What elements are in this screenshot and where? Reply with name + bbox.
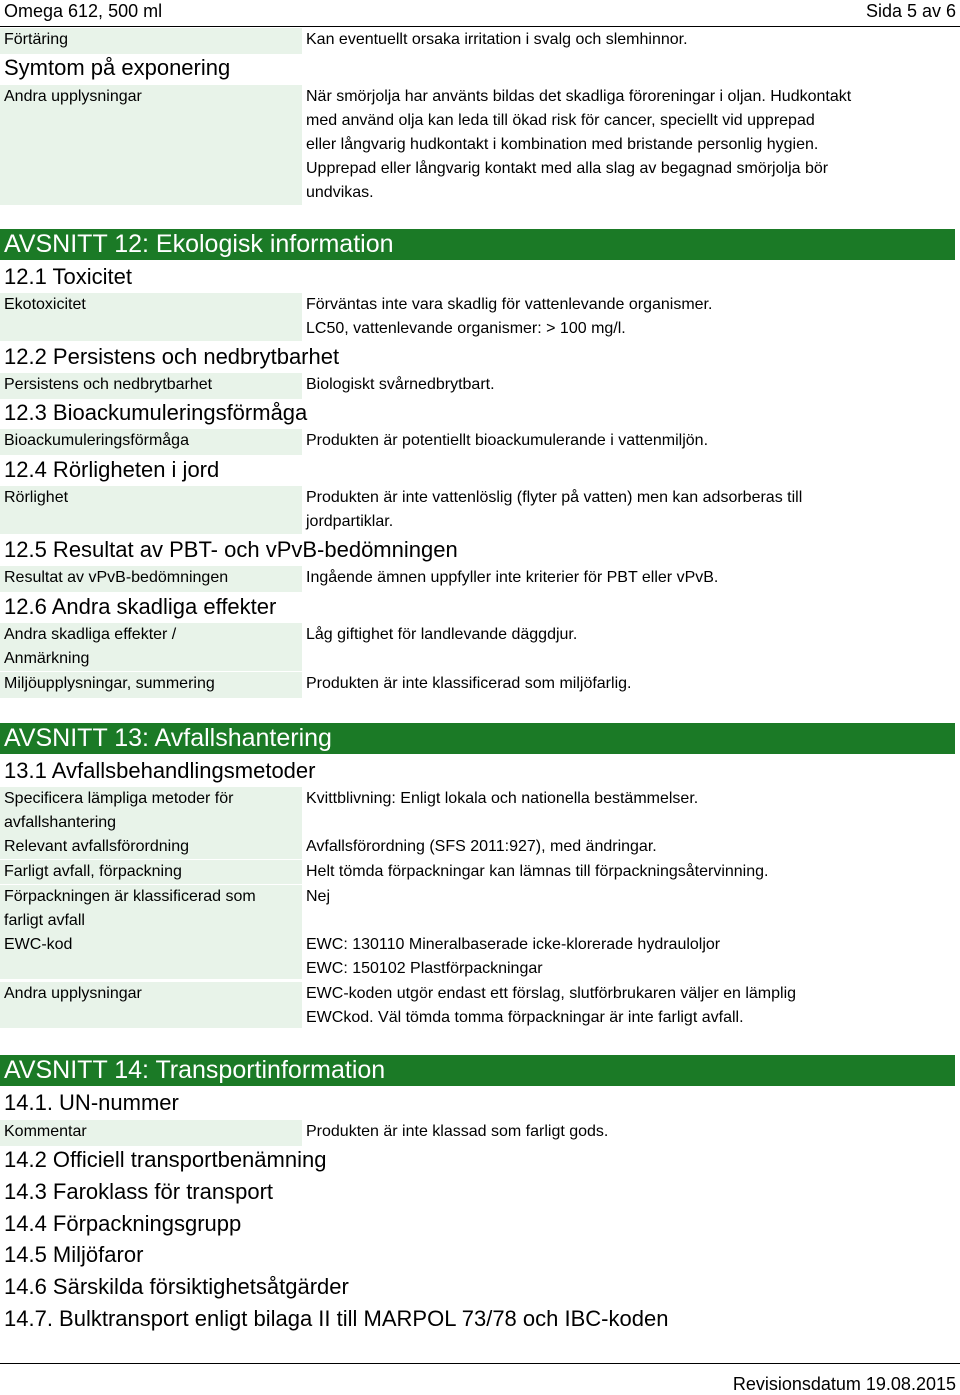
- transport-comment-value: Produkten är inte klassad som farligt gods.: [306, 1123, 609, 1140]
- text-line: EWCkod. Väl tömda tomma förpackningar är inte farligt avfall.: [306, 1009, 744, 1026]
- text-line: LC50, vattenlevande organismer: > 100 mg/l.: [306, 320, 626, 337]
- text-line: farligt avfall: [4, 912, 85, 929]
- persistence-value: Biologiskt svårnedbrytbart.: [306, 376, 495, 393]
- hazardous-packaging-value: Helt tömda förpackningar kan lämnas till förpackningsåtervinning.: [306, 863, 769, 880]
- ewc-label: EWC-kod: [0, 933, 302, 979]
- waste-regulation-value: Avfallsförordning (SFS 2011:927), med ändringar.: [306, 838, 657, 855]
- methods-label: [0, 787, 302, 835]
- waste-regulation-label: Relevant avfallsförordning: [0, 835, 302, 859]
- other-effects-value: Låg giftighet för landlevande däggdjur.: [306, 626, 578, 643]
- text-line: EWC: 130110 Mineralbaserade icke-klorerade hydrauloljor: [306, 936, 721, 953]
- subsection-12-3: 12.3 Bioackumuleringsförmåga: [4, 400, 308, 425]
- text-line: undvikas.: [306, 184, 374, 201]
- subsection-14-4: 14.4 Förpackningsgrupp: [4, 1211, 242, 1236]
- ingestion-label: Förtäring: [0, 28, 302, 54]
- ewc-value: [306, 933, 906, 981]
- text-line: Förväntas inte vara skadlig för vattenlevande organismer.: [306, 296, 713, 313]
- persistence-label: Persistens och nedbrytbarhet: [0, 373, 302, 399]
- ecotox-label: Ekotoxicitet: [0, 293, 302, 341]
- text-line: När smörjolja har använts bildas det skadliga föroreningar i oljan. Hudkontakt: [306, 88, 852, 105]
- subsection-13-1: 13.1 Avfallsbehandlingsmetoder: [4, 758, 316, 783]
- ingestion-value: Kan eventuellt orsaka irritation i svalg och slemhinnor.: [306, 31, 688, 48]
- section-12-title: AVSNITT 12: Ekologisk information: [0, 229, 955, 260]
- env-summary-value: Produkten är inte klassificerad som miljöfarlig.: [306, 675, 632, 692]
- text-line: eller långvarig hudkontakt i kombination med bristande personlig hygien.: [306, 136, 819, 153]
- subsection-14-7: 14.7. Bulktransport enligt bilaga II till MARPOL 73/78 och IBC-koden: [4, 1306, 669, 1331]
- env-summary-label: Miljöupplysningar, summering: [0, 672, 302, 698]
- subsection-14-3: 14.3 Faroklass för transport: [4, 1179, 274, 1204]
- s11-other-value: [306, 85, 906, 205]
- text-line: Anmärkning: [4, 650, 90, 667]
- text-line: Förpackningen är klassificerad som: [4, 888, 256, 905]
- subsection-12-5: 12.5 Resultat av PBT- och vPvB-bedömningen: [4, 537, 458, 562]
- hazardous-packaging-label: Farligt avfall, förpackning: [0, 860, 302, 884]
- section-13-title: AVSNITT 13: Avfallshantering: [0, 723, 955, 754]
- methods-value: Kvittblivning: Enligt lokala och nationella bestämmelser.: [306, 790, 699, 807]
- text-line: Produkten är inte vattenlöslig (flyter på vatten) men kan adsorberas till: [306, 489, 803, 506]
- bioaccumulation-label: Bioackumuleringsförmåga: [0, 429, 302, 455]
- text-line: med använd olja kan leda till ökad risk för cancer, speciellt vid upprepad: [306, 112, 815, 129]
- subsection-12-2: 12.2 Persistens och nedbrytbarhet: [4, 344, 340, 369]
- s13-other-value: [306, 982, 906, 1030]
- text-line: jordpartiklar.: [306, 513, 394, 530]
- pbt-value: Ingående ämnen uppfyller inte kriterier för PBT eller vPvB.: [306, 569, 719, 586]
- text-line: EWC: 150102 Plastförpackningar: [306, 960, 543, 977]
- text-line: avfallshantering: [4, 814, 117, 831]
- section-14-title: AVSNITT 14: Transportinformation: [0, 1055, 955, 1086]
- pbt-label: Resultat av vPvB-bedömningen: [0, 566, 302, 592]
- packaging-classified-value: Nej: [306, 888, 331, 905]
- other-effects-label: [0, 623, 302, 671]
- text-line: Specificera lämpliga metoder för: [4, 790, 234, 807]
- subsection-12-6: 12.6 Andra skadliga effekter: [4, 594, 277, 619]
- text-line: Upprepad eller långvarig kontakt med alla slag av begagnad smörjolja bör: [306, 160, 829, 177]
- subsection-12-1: 12.1 Toxicitet: [4, 264, 133, 289]
- mobility-label: Rörlighet: [0, 486, 302, 534]
- subsection-14-2: 14.2 Officiell transportbenämning: [4, 1147, 327, 1172]
- revision-date: Revisionsdatum 19.08.2015: [732, 1374, 956, 1394]
- bioaccumulation-value: Produkten är potentiellt bioackumulerande i vattenmiljön.: [306, 432, 709, 449]
- text-line: Andra skadliga effekter /: [4, 626, 177, 643]
- s11-other-label: Andra upplysningar: [0, 85, 302, 205]
- mobility-value: [306, 486, 906, 534]
- subsection-12-4: 12.4 Rörligheten i jord: [4, 457, 220, 482]
- page-number: Sida 5 av 6: [865, 1, 956, 21]
- subsection-14-6: 14.6 Särskilda försiktighetsåtgärder: [4, 1274, 349, 1299]
- transport-comment-label: Kommentar: [0, 1120, 302, 1146]
- s13-other-label: Andra upplysningar: [0, 982, 302, 1028]
- text-line: EWC-koden utgör endast ett förslag, slutförbrukaren väljer en lämplig: [306, 985, 797, 1002]
- ecotox-value: [306, 293, 906, 341]
- subsection-14-5: 14.5 Miljöfaror: [4, 1242, 144, 1267]
- packaging-classified-label: [0, 885, 302, 933]
- symptoms-heading: Symtom på exponering: [4, 55, 231, 80]
- subsection-14-1: 14.1. UN-nummer: [4, 1090, 179, 1115]
- footer-divider: [0, 1363, 960, 1364]
- page-header: [0, 0, 960, 27]
- document-title: Omega 612, 500 ml: [4, 1, 163, 21]
